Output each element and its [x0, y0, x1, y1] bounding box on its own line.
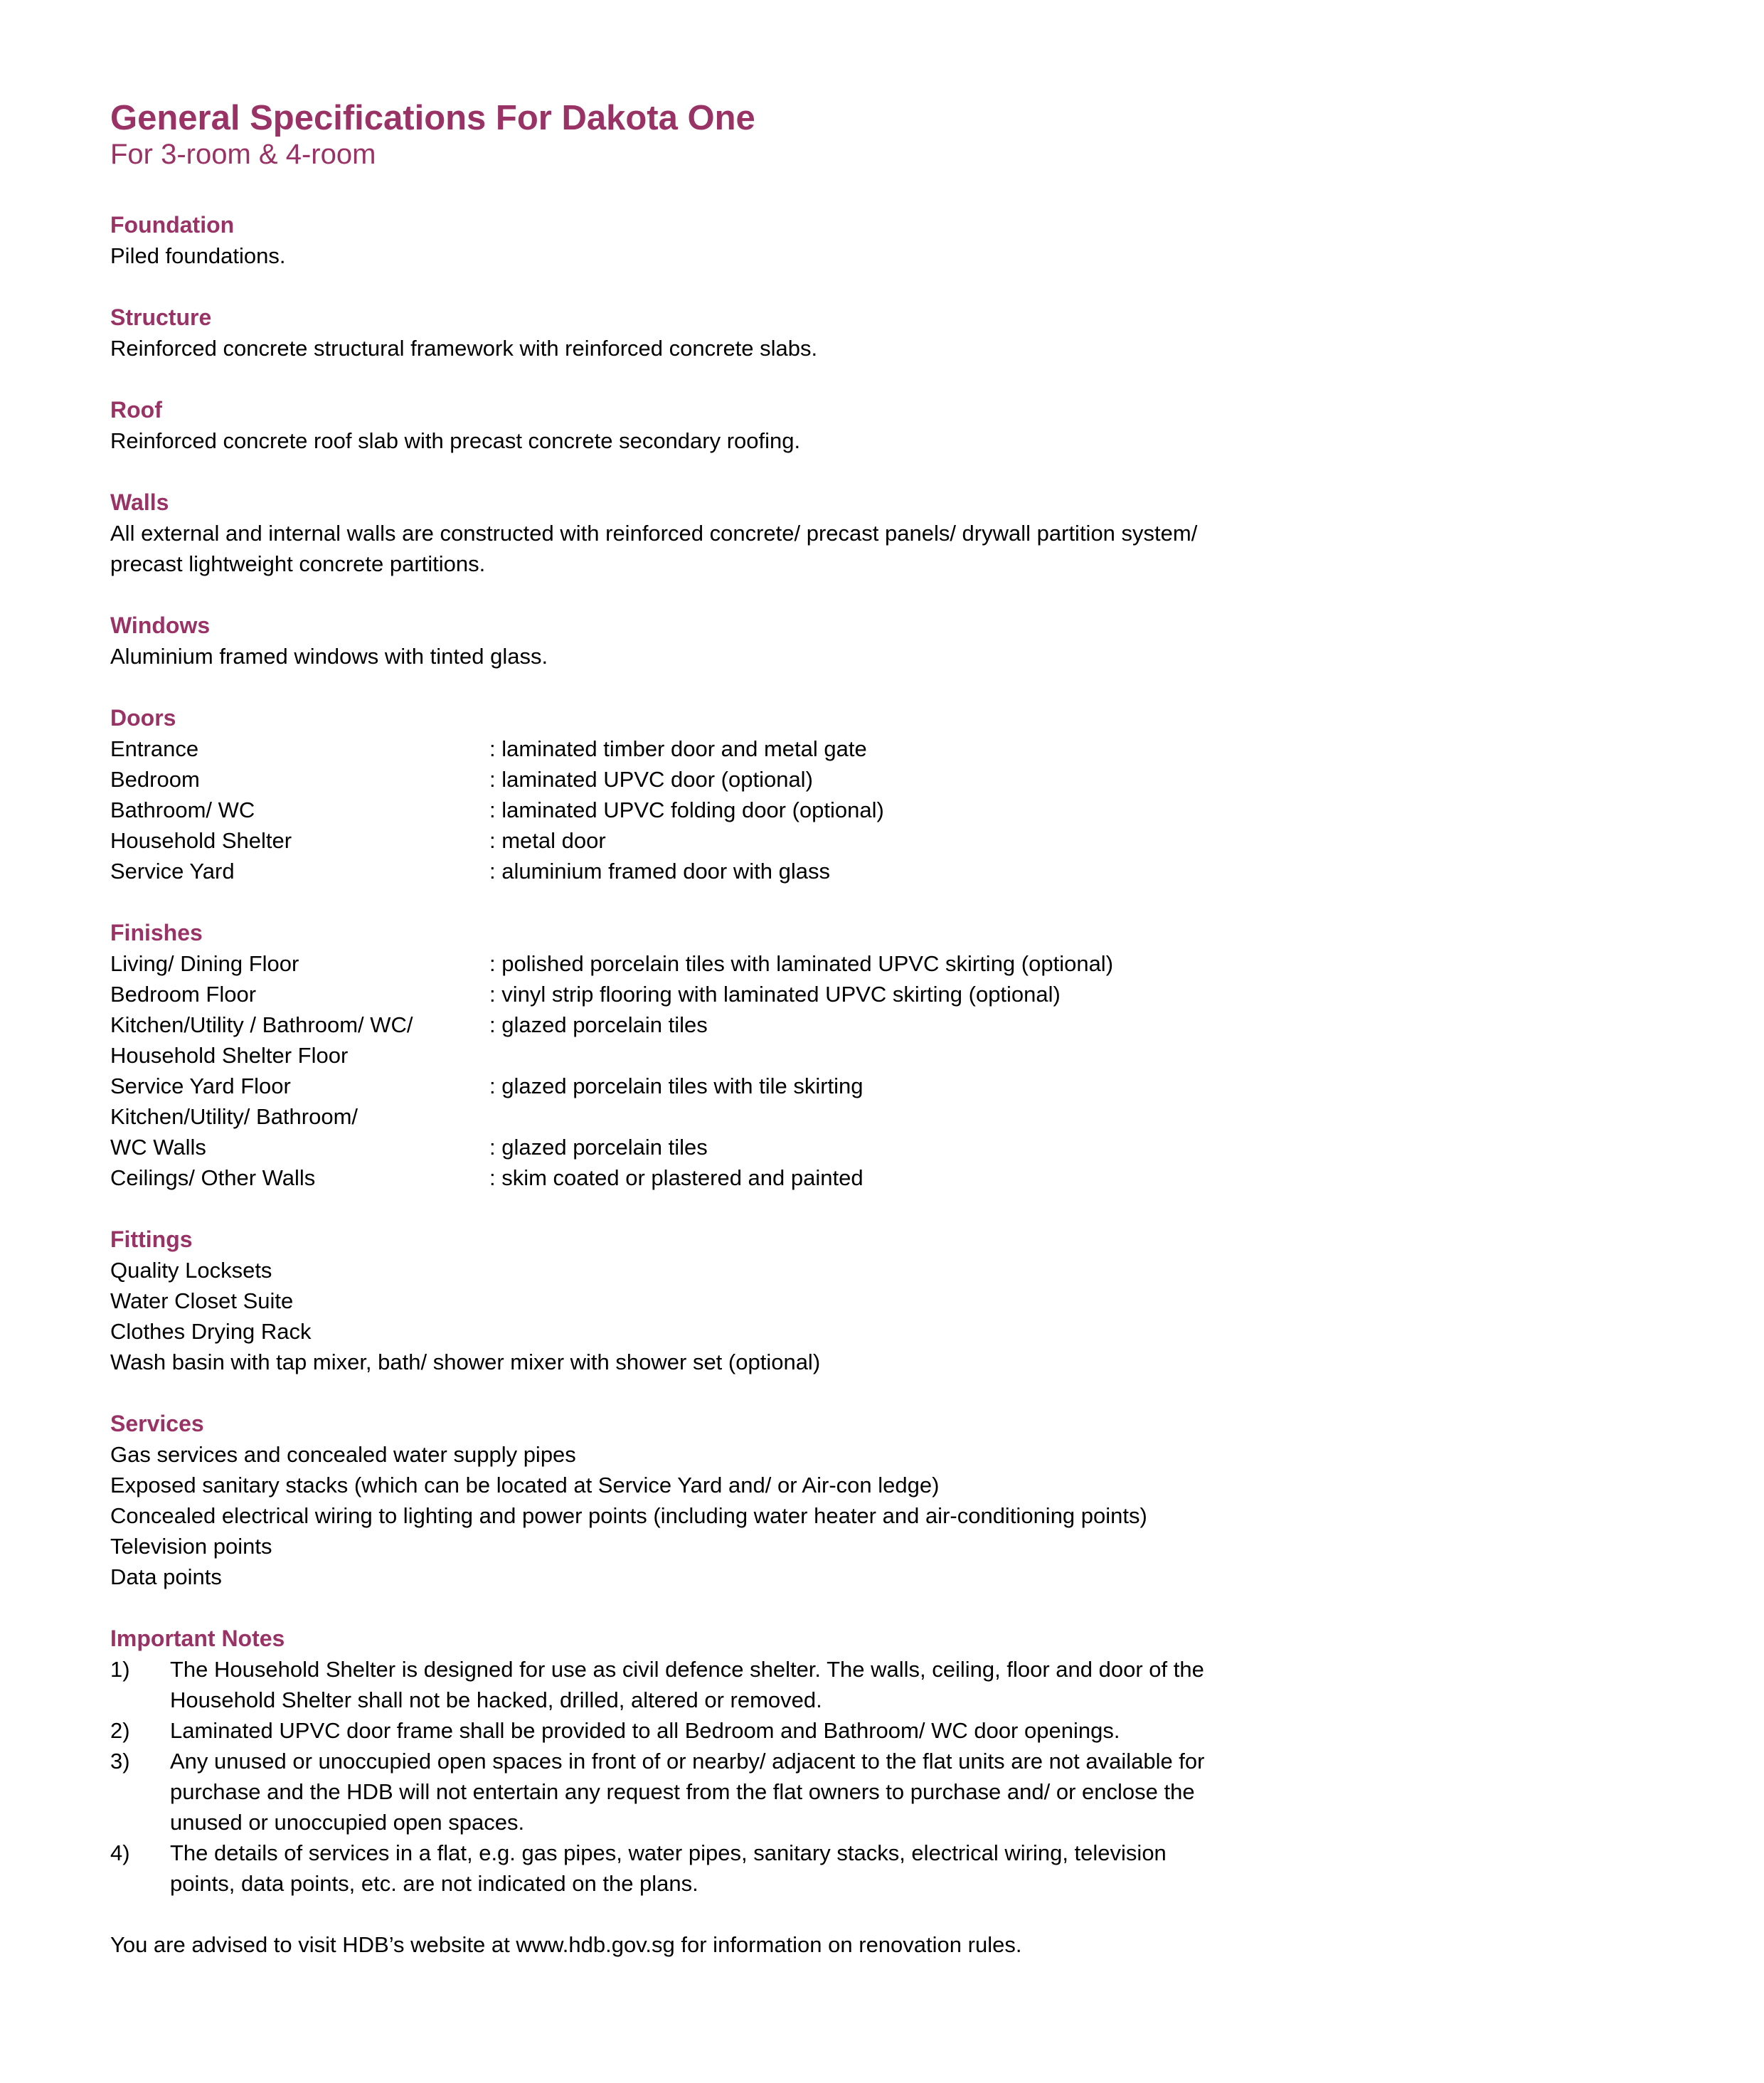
finish-value: : skim coated or plastered and painted — [489, 1165, 864, 1190]
note-text — [170, 1715, 1650, 1746]
important-notes-heading: Important Notes — [110, 1626, 285, 1651]
finish-value: : vinyl strip flooring with laminated UPVC skirting (optional) — [489, 982, 1061, 1007]
section-foundation — [110, 210, 1650, 271]
services-item: Data points — [110, 1564, 222, 1589]
door-value: : laminated timber door and metal gate — [489, 736, 867, 761]
door-row — [110, 795, 1650, 825]
finish-value: : glazed porcelain tiles with tile skirting — [489, 1074, 864, 1098]
note-number: 3) — [110, 1749, 130, 1774]
note-number: 1) — [110, 1657, 130, 1682]
section-windows — [110, 610, 1650, 672]
services-item: Exposed sanitary stacks (which can be located at Service Yard and/ or Air-con ledge) — [110, 1473, 940, 1498]
door-row — [110, 825, 1650, 856]
finish-label: WC Walls — [110, 1135, 206, 1160]
note-line: Laminated UPVC door frame shall be provided to all Bedroom and Bathroom/ WC door openings. — [170, 1718, 1120, 1743]
services-heading: Services — [110, 1411, 204, 1436]
fittings-item: Quality Locksets — [110, 1258, 272, 1283]
section-important-notes — [110, 1623, 1650, 1899]
note-number: 4) — [110, 1840, 130, 1865]
fittings-item: Wash basin with tap mixer, bath/ shower mixer with shower set (optional) — [110, 1350, 821, 1374]
windows-body: Aluminium framed windows with tinted glass. — [110, 644, 548, 669]
foundation-body: Piled foundations. — [110, 243, 286, 268]
door-value: : laminated UPVC door (optional) — [489, 767, 813, 792]
door-value: : metal door — [489, 828, 606, 853]
finish-label: Bedroom Floor — [110, 982, 257, 1007]
finish-label: Kitchen/Utility/ Bathroom/ — [110, 1104, 358, 1129]
note-item — [110, 1746, 1650, 1838]
finish-value: : glazed porcelain tiles — [489, 1012, 708, 1037]
finish-row — [110, 1162, 1650, 1193]
note-item — [110, 1838, 1650, 1899]
finish-row — [110, 1132, 1650, 1162]
finish-row — [110, 948, 1650, 979]
services-item: Gas services and concealed water supply pipes — [110, 1442, 576, 1467]
fittings-heading: Fittings — [110, 1226, 193, 1252]
door-value: : laminated UPVC folding door (optional) — [489, 797, 884, 822]
section-structure — [110, 302, 1650, 364]
note-text — [170, 1654, 1650, 1715]
finish-label: Kitchen/Utility / Bathroom/ WC/ — [110, 1012, 413, 1037]
finish-row — [110, 979, 1650, 1009]
roof-body: Reinforced concrete roof slab with precast concrete secondary roofing. — [110, 428, 801, 453]
section-fittings — [110, 1224, 1650, 1377]
finish-row — [110, 1040, 1650, 1071]
finish-label: Household Shelter Floor — [110, 1043, 349, 1068]
note-line: The Household Shelter is designed for use as civil defence shelter. The walls, ceiling, floor and door of the — [170, 1657, 1204, 1682]
services-item: Concealed electrical wiring to lighting and power points (including water heater and air-conditioning points) — [110, 1503, 1147, 1528]
foundation-heading: Foundation — [110, 212, 235, 238]
renovation-advice-footer: You are advised to visit HDB’s website at www.hdb.gov.sg for information on renovation rules. — [110, 1932, 1022, 1957]
structure-heading: Structure — [110, 304, 212, 330]
note-text — [170, 1746, 1650, 1838]
door-label: Household Shelter — [110, 828, 292, 853]
finish-value: : polished porcelain tiles with laminated UPVC skirting (optional) — [489, 951, 1114, 976]
section-walls — [110, 487, 1650, 579]
note-line: purchase and the HDB will not entertain any request from the flat owners to purchase and/ or enclose the — [170, 1779, 1195, 1804]
door-label: Bedroom — [110, 767, 200, 792]
finish-value: : glazed porcelain tiles — [489, 1135, 708, 1160]
page-title: General Specifications For Dakota One — [110, 99, 755, 137]
note-line: Any unused or unoccupied open spaces in front of or nearby/ adjacent to the flat units are not available for — [170, 1749, 1205, 1774]
door-row — [110, 856, 1650, 886]
services-item: Television points — [110, 1534, 272, 1559]
note-line: unused or unoccupied open spaces. — [170, 1810, 525, 1835]
door-row — [110, 764, 1650, 795]
note-item — [110, 1715, 1650, 1746]
finish-row — [110, 1071, 1650, 1101]
windows-heading: Windows — [110, 613, 211, 638]
walls-heading: Walls — [110, 489, 169, 515]
door-label: Service Yard — [110, 859, 235, 884]
finish-label: Living/ Dining Floor — [110, 951, 299, 976]
note-line: The details of services in a flat, e.g. gas pipes, water pipes, sanitary stacks, electrical wiring, television — [170, 1840, 1167, 1865]
finish-value — [489, 1040, 1650, 1071]
page-subtitle: For 3-room & 4-room — [110, 139, 376, 170]
section-finishes — [110, 918, 1650, 1193]
fittings-item: Water Closet Suite — [110, 1288, 294, 1313]
finishes-heading: Finishes — [110, 920, 203, 945]
note-item — [110, 1654, 1650, 1715]
section-services — [110, 1409, 1650, 1592]
fittings-item: Clothes Drying Rack — [110, 1319, 312, 1344]
doors-heading: Doors — [110, 705, 176, 731]
note-line: points, data points, etc. are not indicated on the plans. — [170, 1871, 698, 1896]
roof-heading: Roof — [110, 397, 162, 423]
note-line: Household Shelter shall not be hacked, drilled, altered or removed. — [170, 1687, 822, 1712]
section-roof — [110, 395, 1650, 456]
door-label: Entrance — [110, 736, 199, 761]
note-number: 2) — [110, 1718, 130, 1743]
section-doors — [110, 703, 1650, 886]
door-row — [110, 733, 1650, 764]
note-text — [170, 1838, 1650, 1899]
finish-label: Service Yard Floor — [110, 1074, 291, 1098]
finish-row — [110, 1101, 1650, 1132]
structure-body: Reinforced concrete structural framework with reinforced concrete slabs. — [110, 336, 818, 361]
finish-row — [110, 1009, 1650, 1040]
walls-body-line: All external and internal walls are constructed with reinforced concrete/ precast panels/ drywall partition system/ — [110, 521, 1198, 546]
finish-value — [489, 1101, 1650, 1132]
door-value: : aluminium framed door with glass — [489, 859, 830, 884]
walls-body-line: precast lightweight concrete partitions. — [110, 551, 486, 576]
door-label: Bathroom/ WC — [110, 797, 255, 822]
finish-label: Ceilings/ Other Walls — [110, 1165, 316, 1190]
